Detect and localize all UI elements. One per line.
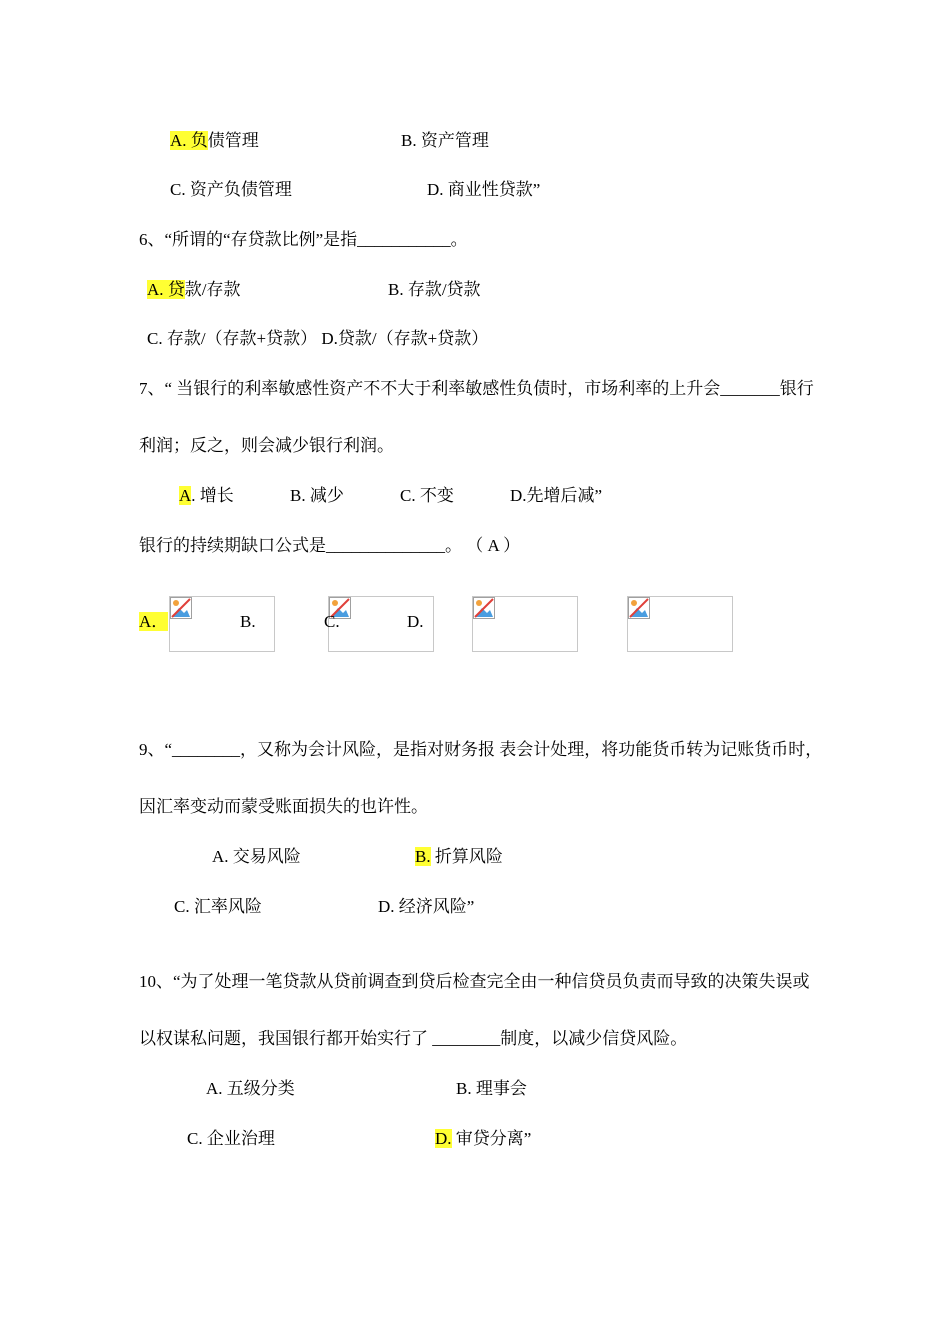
broken-image-icon (628, 597, 650, 619)
q10-option-a: A. 五级分类 (206, 1079, 295, 1098)
answer-highlight: A． (139, 612, 169, 631)
broken-image-icon (473, 597, 495, 619)
broken-image-icon (170, 597, 192, 619)
q7-option-b: B. 减少 (290, 486, 344, 505)
q8-option-b: B. (240, 612, 256, 631)
q6-option-cd: C. 存款/（存款+贷款） D.贷款/（存款+贷款） (147, 329, 489, 348)
answer-highlight: B. (415, 847, 431, 866)
answer-highlight: A. 负 (170, 131, 208, 150)
q9-stem-line1: 9、“________，又称为会计风险，是指对财务报 表会计处理，将功能货币转为记账货币时， (139, 740, 823, 759)
q8-option-a (139, 611, 168, 633)
answer-highlight: A. 贷 (147, 280, 185, 299)
q5-option-a (170, 130, 259, 152)
q9-option-c: C. 汇率风险 (174, 897, 262, 916)
q7-stem-line2: 利润；反之，则会减少银行利润。 (139, 436, 394, 455)
q8-stem: 银行的持续期缺口公式是______________。 （ A ） (139, 536, 521, 555)
q7-option-a (179, 485, 234, 507)
q9-option-a: A. 交易风险 (212, 847, 301, 866)
q10-option-b: B. 理事会 (456, 1079, 527, 1098)
formula-image-d (627, 596, 733, 652)
option-text: 款/存款 (184, 280, 241, 299)
option-text: 审贷分离” (451, 1129, 532, 1148)
q6-option-a (147, 279, 241, 301)
q6-option-b: B. 存款/贷款 (388, 280, 481, 299)
q7-stem-line1: 7、“ 当银行的利率敏感性资产不不大于利率敏感性负债时，市场利率的上升会_______银行 (139, 379, 814, 398)
answer-highlight: D. (435, 1129, 452, 1148)
q5-option-c: C. 资产负债管理 (170, 180, 292, 199)
q8-option-d: D. (407, 612, 424, 631)
answer-highlight: A (179, 486, 192, 505)
q10-option-c: C. 企业治理 (187, 1129, 275, 1148)
q8-option-c: C. (324, 612, 340, 631)
formula-image-a (169, 596, 275, 652)
formula-image-c (472, 596, 578, 652)
q10-option-d (435, 1128, 531, 1150)
q9-option-d: D. 经济风险” (378, 897, 475, 916)
option-text: . 增长 (191, 486, 234, 505)
q7-option-d: D.先增后减” (510, 486, 603, 505)
q7-option-c: C. 不变 (400, 486, 454, 505)
q9-stem-line2: 因汇率变动而蒙受账面损失的也许性。 (139, 797, 428, 816)
q6-stem: 6、“所谓的“存贷款比例”是指___________。 (139, 230, 468, 249)
option-text: 折算风险 (430, 847, 503, 866)
option-text: 债管理 (207, 131, 259, 150)
q5-option-b: B. 资产管理 (401, 131, 489, 150)
q10-stem-line1: 10、“为了处理一笔贷款从贷前调查到贷后检查完全由一种信贷员负责而导致的决策失误或 (139, 972, 810, 991)
q5-option-d: D. 商业性贷款” (427, 180, 541, 199)
q10-stem-line2: 以权谋私问题，我国银行都开始实行了 ________制度，以减少信贷风险。 (139, 1029, 688, 1048)
q9-option-b (415, 846, 503, 868)
